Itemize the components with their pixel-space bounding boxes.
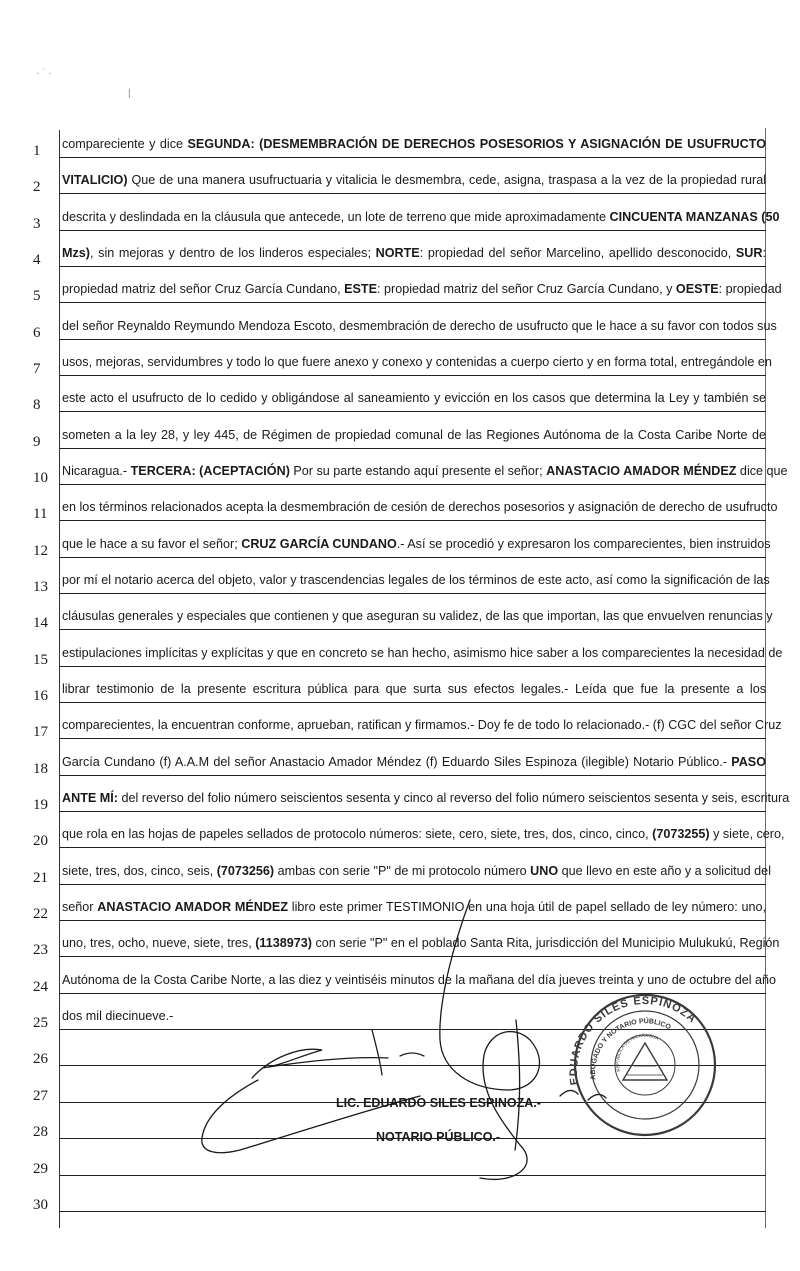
text-segment: del reverso del folio número seiscientos sesenta y cinco al reverso del folio número seiscientos sesenta y seis, escritura — [117, 791, 790, 806]
text-segment: en los términos relacionados acepta la desmembración de cesión de derechos posesorios y asignación de derecho de usufructo — [62, 500, 778, 515]
bold-segment: ANASTACIO AMADOR MÉNDEZ — [546, 464, 737, 479]
document-line — [0, 594, 800, 630]
bold-segment: CINCUENTA MANZANAS (50 — [609, 209, 780, 224]
text-segment: dos mil diecinueve.- — [62, 1009, 174, 1024]
line-text — [62, 827, 785, 842]
bold-segment: SEGUNDA: (DESMEMBRACIÓN DE DERECHOS POSESORIOS Y ASIGNACIÓN DE USUFRUCTO — [187, 136, 766, 151]
text-segment: señor — [62, 900, 98, 915]
document-line — [0, 703, 800, 739]
scan-speck: · ˙ · — [36, 68, 52, 79]
line-number: 21 — [33, 869, 48, 886]
line-number: 3 — [33, 215, 41, 232]
bold-segment: ANTE MÍ: — [62, 791, 118, 806]
line-text — [62, 573, 770, 588]
bold-segment: PASO — [731, 754, 766, 769]
line-text — [62, 500, 778, 515]
text-segment: , sin mejoras y dentro de los linderos especiales; — [90, 246, 376, 260]
bold-segment: Mzs) — [62, 246, 90, 260]
line-text — [62, 972, 777, 988]
line-number: 20 — [33, 833, 48, 850]
line-text — [62, 246, 766, 261]
notary-name: LIC. EDUARDO SILES ESPINOZA.- — [336, 1096, 541, 1110]
line-number: 16 — [33, 688, 48, 705]
line-number: 1 — [33, 142, 41, 159]
text-segment: comparecientes, la encuentran conforme, aprueban, ratifican y firmamos.- Doy fe de todo lo relacionado.- (f) CGC del señor Cruz — [62, 718, 782, 733]
line-number: 7 — [33, 361, 41, 378]
line-number: 24 — [33, 978, 48, 995]
line-number: 11 — [33, 506, 48, 523]
line-number: 6 — [33, 324, 41, 341]
bold-segment: UNO — [530, 863, 559, 878]
line-number: 13 — [33, 579, 48, 596]
document-line — [0, 1175, 800, 1211]
text-segment: : propiedad del señor Marcelino, apellido desconocido, — [419, 246, 736, 260]
text-segment: someten a la ley 28, y ley 445, de Régimen de propiedad comunal de las Regiones Autónoma de la Costa Caribe Norte de — [62, 427, 766, 442]
line-number: 25 — [33, 1015, 48, 1032]
bold-segment: SUR — [735, 246, 763, 260]
line-text — [62, 428, 766, 443]
line-text — [62, 464, 788, 479]
text-segment: dice que — [736, 464, 788, 479]
document-line — [0, 267, 800, 303]
text-segment: y siete, cero, — [709, 827, 785, 842]
text-segment: con serie "P" en el poblado Santa Rita, jurisdicción del Municipio Mulukukú, Región — [311, 936, 780, 951]
line-number: 23 — [33, 942, 48, 959]
document-line — [0, 1030, 800, 1066]
line-text — [62, 282, 782, 297]
line-text — [62, 173, 766, 188]
line-number: 10 — [33, 470, 48, 487]
line-number: 26 — [33, 1051, 48, 1068]
text-segment: del señor Reynaldo Reymundo Mendoza Escoto, desmembración de derecho de usufructo que le hace a su favor con todos sus — [62, 318, 777, 333]
line-text — [62, 791, 790, 806]
document-line — [0, 122, 800, 158]
document-line — [0, 1139, 800, 1175]
bold-segment: VITALICIO) — [62, 173, 128, 188]
line-number: 17 — [33, 724, 48, 741]
text-segment: : — [762, 246, 766, 260]
line-text — [62, 609, 773, 624]
line-number: 9 — [33, 433, 41, 450]
text-segment: siete, tres, dos, cinco, seis, — [62, 863, 217, 878]
document-line — [0, 449, 800, 485]
bold-segment: TERCERA: (ACEPTACIÓN) — [130, 464, 290, 479]
scan-speck: | — [128, 88, 131, 99]
text-segment: libro este primer TESTIMONIO en una hoja útil de papel sellado de ley número: uno, — [288, 900, 766, 915]
line-number: 22 — [33, 906, 48, 923]
bold-segment: (7073255) — [652, 827, 710, 842]
line-text — [62, 718, 782, 733]
bold-segment: OESTE — [675, 282, 719, 297]
text-segment: compareciente y dice — [62, 136, 188, 151]
line-number: 27 — [33, 1087, 48, 1104]
bold-segment: (7073256) — [216, 863, 275, 878]
text-segment: que le hace a su favor el señor; — [62, 536, 242, 551]
text-segment: : propiedad matriz del señor Cruz García Cundano, y — [377, 282, 676, 297]
text-segment: propiedad matriz del señor Cruz García Cundano, — [62, 282, 345, 297]
document-line — [0, 630, 800, 666]
document-line — [0, 558, 800, 594]
line-number: 28 — [33, 1124, 48, 1141]
document-line — [0, 739, 800, 775]
line-number: 5 — [33, 288, 41, 305]
document-line — [0, 303, 800, 339]
text-segment: Nicaragua.- — [62, 464, 131, 479]
text-segment: este acto el usufructo de lo cedido y obligándose al saneamiento y evicción en los casos que determina la Ley y también se — [62, 391, 766, 406]
line-text — [62, 209, 780, 225]
line-number: 18 — [33, 760, 48, 777]
document-line — [0, 485, 800, 521]
line-number: 12 — [33, 542, 48, 559]
line-number: 29 — [33, 1160, 48, 1177]
document-line — [0, 412, 800, 448]
line-rule — [59, 1211, 766, 1212]
line-number: 14 — [33, 615, 48, 632]
bold-segment: ESTE — [344, 282, 378, 297]
line-text — [62, 863, 771, 879]
text-segment: García Cundano (f) A.A.M del señor Anastacio Amador Méndez (f) Eduardo Siles Espinoza (ilegible) Notario Público.- — [62, 754, 732, 769]
text-segment: estipulaciones implícitas y explícitas y que en concreto se han hecho, asimismo hice saber a los comparecientes la necesidad de — [62, 645, 783, 660]
text-segment: usos, mejoras, servidumbres y todo lo que fuere anexo y conexo y contenidas a cuerpo cierto y en forma total, entregándole en — [62, 355, 772, 370]
line-text — [62, 755, 766, 770]
line-number: 19 — [33, 797, 48, 814]
bold-segment: (1138973) — [255, 936, 312, 951]
bold-segment: NORTE — [375, 246, 420, 260]
bold-segment: ANASTACIO AMADOR MÉNDEZ — [97, 900, 289, 915]
line-number: 8 — [33, 397, 41, 414]
document-line — [0, 921, 800, 957]
seal-inner-text: ABOGADO Y NOTARIO PÚBLICO — [589, 1018, 672, 1081]
text-segment: cláusulas generales y especiales que contienen y que aseguran su validez, de las que importan, las que envuelven renuncias y — [62, 609, 773, 624]
line-text — [62, 1009, 766, 1024]
text-segment: .- Así se procedió y expresaron los comparecientes, bien instruidos — [396, 536, 771, 551]
seal-center-text: REPÚBLICA DE NICARAGUA — [614, 1032, 660, 1073]
seal-outer-text: EDUARDO SILES ESPINOZA — [567, 995, 699, 1086]
line-text — [62, 318, 777, 334]
line-number: 30 — [33, 1196, 48, 1213]
text-segment: que llevo en este año y a solicitud del — [558, 863, 771, 878]
line-text — [62, 900, 766, 915]
line-text — [62, 137, 766, 152]
document-line — [0, 957, 800, 993]
bold-segment: CRUZ GARCÍA CUNDANO — [241, 536, 397, 551]
text-segment: que rola en las hojas de papeles sellados de protocolo números: siete, cero, siete, tres, dos, cinco, cinco, — [62, 827, 653, 842]
text-segment: uno, tres, ocho, nueve, siete, tres, — [62, 936, 256, 951]
text-segment: ambas con serie "P" de mi protocolo número — [274, 863, 531, 878]
text-segment: Que de una manera usufructuaria y vitalicia le desmembra, cede, asigna, traspasa a la vez de la propiedad rural — [127, 173, 766, 188]
line-text — [62, 355, 772, 370]
document-line — [0, 812, 800, 848]
notary-title: NOTARIO PÚBLICO.- — [376, 1130, 501, 1144]
line-text — [62, 536, 771, 552]
text-segment: Por su parte estando aquí presente el señor; — [289, 464, 547, 479]
line-text — [62, 645, 783, 661]
line-number: 4 — [33, 252, 41, 268]
line-text — [62, 936, 780, 951]
document-line — [0, 994, 800, 1030]
text-segment: descrita y deslindada en la cláusula que antecede, un lote de terreno que mide aproximadamente — [62, 209, 610, 224]
line-number: 2 — [33, 179, 41, 196]
document-line — [0, 231, 800, 267]
text-segment: : propiedad — [718, 282, 782, 297]
document-line — [0, 376, 800, 412]
line-number: 15 — [33, 651, 48, 668]
document-line — [0, 848, 800, 884]
line-text — [62, 391, 766, 406]
text-segment: por mí el notario acerca del objeto, valor y trascendencias legales de los términos de este acto, así como la significación de las — [62, 573, 770, 588]
document-line — [0, 521, 800, 557]
document-line — [0, 340, 800, 376]
text-segment: librar testimonio de la presente escritura pública para que surta sus efectos legales.- Leída que fue la presente a los — [62, 682, 766, 697]
line-text — [62, 682, 766, 697]
document-line — [0, 194, 800, 230]
document-line — [0, 667, 800, 703]
document-line — [0, 885, 800, 921]
document-line — [0, 158, 800, 194]
document-line — [0, 776, 800, 812]
text-segment: Autónoma de la Costa Caribe Norte, a las diez y veintiséis minutos de la mañana del día jueves treinta y uno de octubre del año — [62, 972, 777, 987]
